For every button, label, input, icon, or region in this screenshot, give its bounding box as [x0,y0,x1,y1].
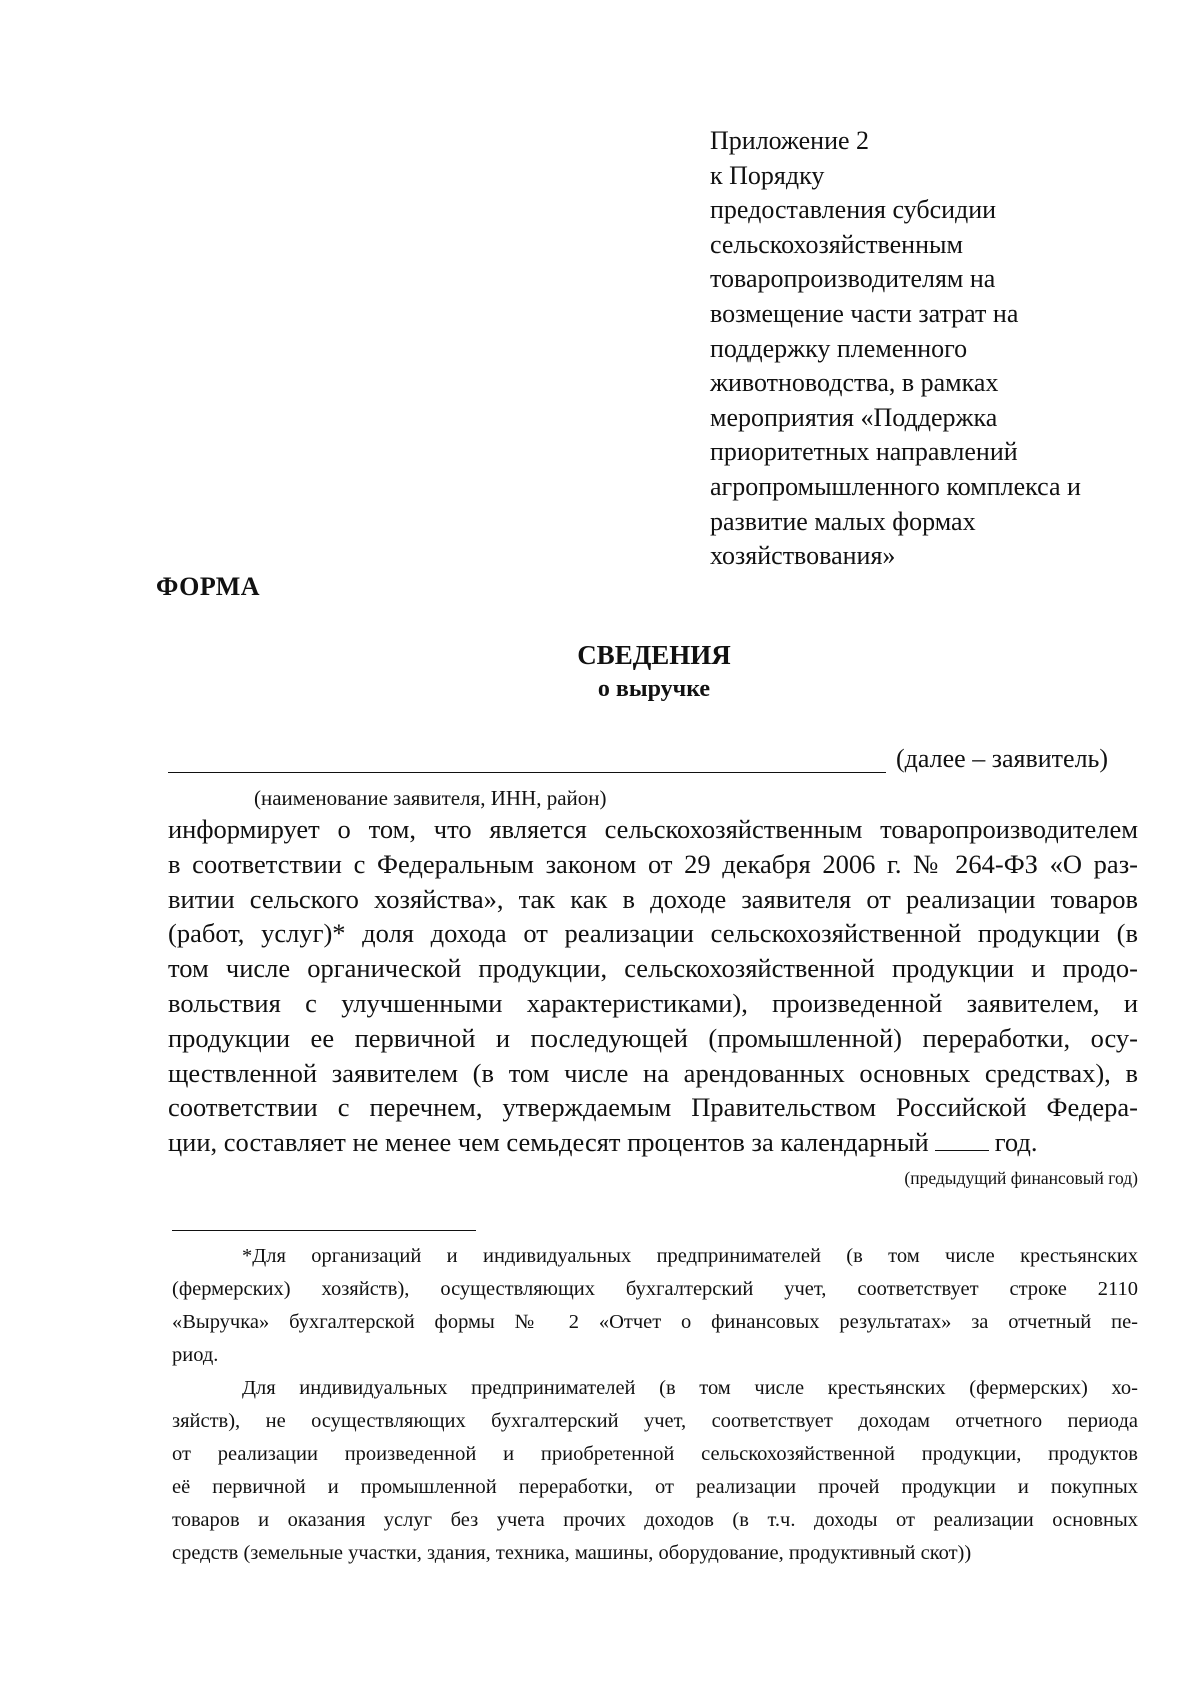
body-last-line-start: ции, составляет не менее чем семьдесят процентов за календарный [168,1127,929,1158]
appendix-line: сельскохозяйственным [710,229,963,259]
appendix-line: хозяйствования» [710,541,896,571]
footnote-line: товаров и оказания услуг без учета прочих доходов (в т.ч. доходы от реализации основных [172,1509,1138,1531]
body-line: информирует о том, что является сельскохозяйственным товаропроизводителем [168,814,1138,844]
footnote-line: от реализации произведенной и приобретенной сельскохозяйственной продукции, продуктов [172,1443,1138,1465]
document-title: СВЕДЕНИЯ [577,640,731,670]
body-line: витии сельского хозяйства», так как в доходе заявителя от реализации товаров [168,883,1138,914]
year-caption: (предыдущий финансовый год) [904,1168,1138,1188]
body-line: (работ, услуг)* доля дохода от реализации сельскохозяйственной продукции (в [168,918,1138,949]
body-line: ществленной заявителем (в том числе на арендованных основных средствах), в [168,1057,1138,1088]
footnote-line: средств (земельные участки, здания, техника, машины, оборудование, продуктивный скот)) [172,1542,972,1564]
footnote-paragraph-2 [172,1372,1138,1570]
appendix-line: животноводства, в рамках [710,368,999,398]
body-line: том числе органической продукции, сельскохозяйственной продукции и продо- [168,953,1138,984]
appendix-line: к Порядку [710,160,825,190]
footnote-line: риод. [172,1344,219,1366]
body-last-line [168,1125,1138,1160]
document-subtitle: о выручке [597,676,711,702]
body-paragraph [168,812,1138,1160]
body-line: соответствии с перечнем, утверждаемым Правительством Российской Федера- [168,1092,1138,1123]
footnote-line: её первичной и промышленной переработки, от реализации прочей продукции и покупных [172,1476,1138,1498]
appendix-line: агропромышленного комплекса и [710,471,1081,501]
footnote-divider [172,1230,476,1231]
applicant-caption: (наименование заявителя, ИНН, район) [254,786,607,810]
appendix-line: приоритетных направлений [710,437,1018,467]
year-blank-field[interactable] [935,1128,989,1151]
footnote-paragraph-1 [172,1240,1138,1372]
appendix-line: возмещение части затрат на [710,298,1019,328]
appendix-line: мероприятия «Поддержка [710,402,998,432]
footnote-line: (фермерских) хозяйств), осуществляющих бухгалтерский учет, соответствует строке 2110 [172,1278,1138,1300]
body-line: в соответствии с Федеральным законом от 29 декабря 2006 г. № 264-ФЗ «О раз- [168,848,1138,879]
appendix-line: Приложение 2 [710,126,870,155]
appendix-line: предоставления субсидии [710,195,997,225]
footnote-line: «Выручка» бухгалтерской формы № 2 «Отчет о финансовых результатах» за отчетный пе- [172,1311,1138,1333]
footnote-line: Для индивидуальных предпринимателей (в том числе крестьянских (фермерских) хо- [242,1377,1138,1399]
body-line: продукции ее первичной и последующей (промышленной) переработки, осу- [168,1022,1138,1053]
appendix-line: поддержку племенного [710,333,968,363]
form-label: ФОРМА [156,572,261,601]
appendix-block [710,124,1140,574]
appendix-line: развитие малых формах [710,506,976,536]
body-line: вольствия с улучшенными характеристиками), произведенной заявителем, и [168,987,1138,1018]
body-last-line-end: год. [994,1127,1038,1158]
footnote-line: зяйств), не осуществляющих бухгалтерский учет, соответствует доходам отчетного периода [172,1410,1138,1432]
applicant-suffix: (далее – заявитель) [896,744,1109,773]
appendix-line: товаропроизводителям на [710,264,996,294]
footnote-line: *Для организаций и индивидуальных предпринимателей (в том числе крестьянских [242,1245,1138,1267]
applicant-name-field[interactable] [168,772,886,773]
